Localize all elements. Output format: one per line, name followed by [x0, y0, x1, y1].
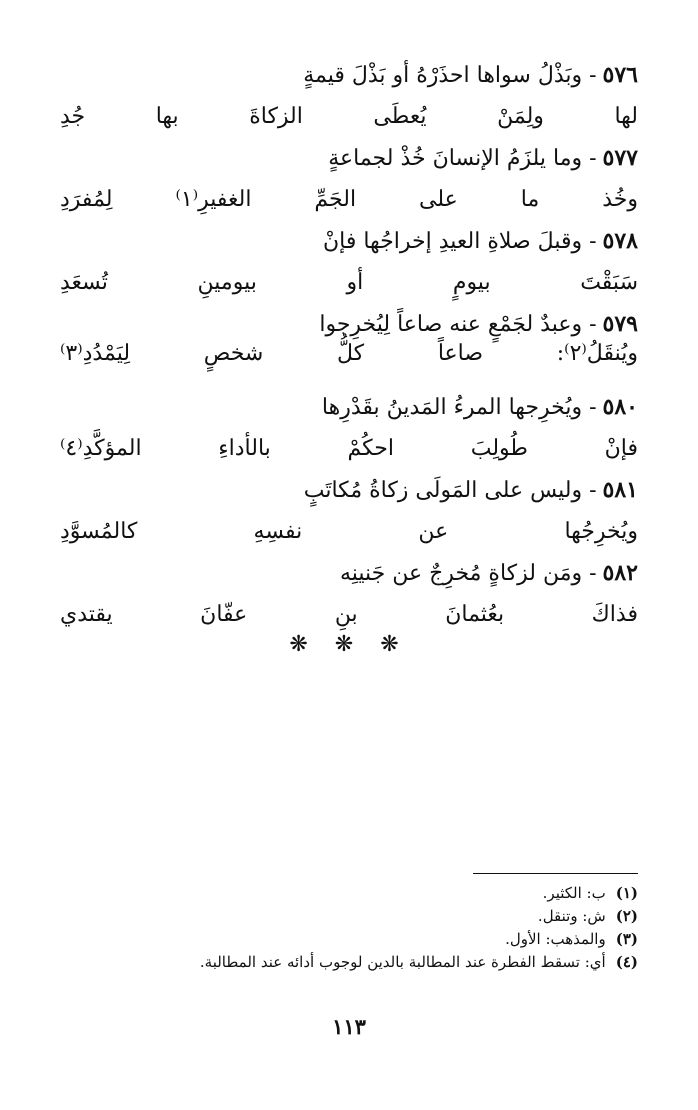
- verse-number: ٥٧٩: [602, 311, 638, 337]
- verse-second-hemistich: فذاكَ بعُثمانَ بنِ عفّانَ يقتدي: [60, 602, 638, 627]
- footnote-3: [60, 928, 638, 951]
- footnote-1: [60, 882, 638, 905]
- footnote-4: [60, 951, 638, 974]
- footnote-text: والمذهب: الأول.: [505, 930, 606, 948]
- verse-text: - وقبلَ صلاةِ العيدِ إخراجُها فإنْ: [322, 229, 597, 254]
- footnotes: [60, 882, 638, 974]
- verse-second-hemistich: سَبَقْتَ بيومٍ أو بيومينِ تُسعَدِ: [60, 270, 638, 295]
- verse-first-hemistich: [60, 60, 638, 91]
- verse-first-hemistich: [60, 143, 638, 174]
- verse-first-hemistich: [60, 392, 638, 423]
- verse-number: ٥٨١: [602, 477, 638, 503]
- verse-first-hemistich: [60, 309, 638, 340]
- footnote-marker: (١): [615, 884, 638, 902]
- verse-text: - ويُخرِجها المرءُ المَدينُ بقَدْرِها: [321, 395, 597, 420]
- verse-text: - وعبدٌ لجَمْعٍ عنه صاعاً لِيُخرِجوا: [319, 312, 597, 337]
- verse-text: - وما يلزَمُ الإنسانَ خُذْ لجماعةٍ: [328, 146, 597, 171]
- verse-579: [60, 309, 638, 392]
- verse-577: [60, 143, 638, 226]
- footnote-marker: (٢): [615, 907, 638, 925]
- page-number: ١١٣: [332, 1014, 366, 1039]
- verse-first-hemistich: [60, 226, 638, 257]
- verse-581: [60, 475, 638, 558]
- verse-number: ٥٧٧: [602, 145, 638, 171]
- footnote-text: ش: وتنقل.: [537, 907, 606, 925]
- verse-second-hemistich: فإنْ طُولِبَ احكُمْ بالأداءِ المؤكَّدِ⁽٤⁾: [60, 436, 638, 461]
- verse-second-hemistich: وخُذ ما على الجَمِّ الغفيرِ⁽١⁾ لِمُفرَدِ: [60, 187, 639, 212]
- verse-first-hemistich: [60, 475, 638, 506]
- footnote-text: أي: تسقط الفطرة عند المطالبة بالدين لوجوب أدائه عند المطالبة.: [199, 953, 606, 971]
- verse-576: [60, 60, 638, 143]
- footnote-marker: (٣): [615, 930, 638, 948]
- footnote-divider: [473, 873, 638, 874]
- footnote-text: ب: الكثير.: [542, 884, 606, 902]
- poem-verses: [60, 60, 638, 641]
- verse-578: [60, 226, 638, 309]
- verse-second-hemistich: لها ولِمَنْ يُعطَى الزكاةَ بها جُدِ: [60, 104, 638, 129]
- verse-second-hemistich: ويُخرِجُها عن نفسِهِ كالمُسوَّدِ: [60, 519, 638, 544]
- verse-number: ٥٧٨: [602, 228, 638, 254]
- verse-582: [60, 558, 638, 641]
- verse-580: [60, 392, 638, 475]
- verse-second-hemistich: ويُنقَلُ⁽٢⁾: صاعاً كلُّ شخصٍ لِيَمْدُدِ⁽٣⁾: [60, 341, 638, 366]
- verse-number: ٥٨٠: [602, 394, 638, 420]
- footnote-2: [60, 905, 638, 928]
- verse-text: - وبَذْلُ سواها احذَرْهُ أو بَذْلَ قيمةٍ: [303, 63, 597, 88]
- footnote-marker: (٤): [615, 953, 638, 971]
- verse-text: - ومَن لزكاةٍ مُخرِجٌ عن جَنينِه: [339, 561, 597, 586]
- verse-first-hemistich: [60, 558, 638, 589]
- verse-number: ٥٨٢: [602, 560, 638, 586]
- verse-text: - وليس على المَولَى زكاةُ مُكاتَبٍ: [303, 478, 597, 503]
- section-separator: ❋ ❋ ❋: [289, 632, 409, 657]
- verse-number: ٥٧٦: [602, 62, 638, 88]
